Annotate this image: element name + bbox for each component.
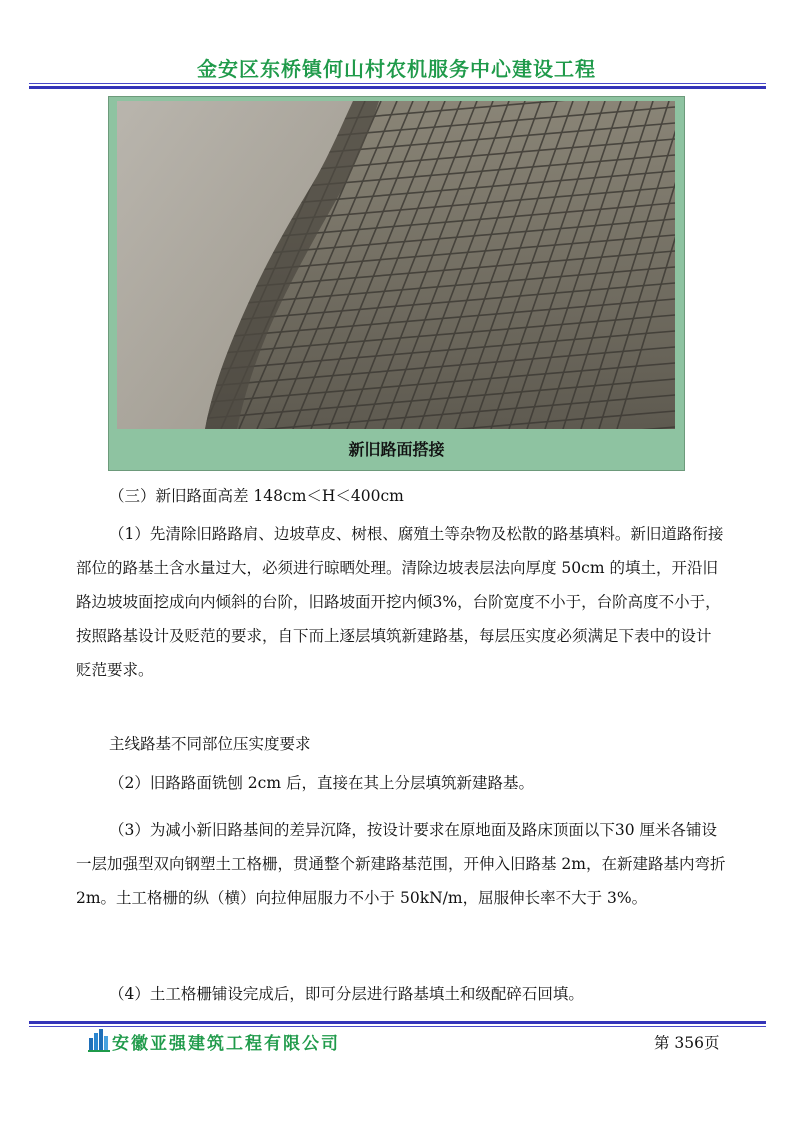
paragraph-step-1: （1）先清除旧路路肩、边坡草皮、树根、腐殖土等杂物及松散的路基填料。新旧道路衔接部位的路基土含水量过大，必须进行晾晒处理。清除边坡表层法向厚度 50cm 的填土，开沿旧路边坡坡面挖成向内倾斜的台阶，旧路坡面开挖内倾3%，台阶宽度不小于，台阶高度不小于，按照路基设计及贬范的要求，自下而上逐层填筑新建路基，每层压实度必须满足下表中的设计贬范要求。 [76,525,724,679]
paragraph-step-4: （4）土工格栅铺设完成后，即可分层进行路基填土和级配碎石回填。 [109,985,584,1003]
company-logo-icon [88,1028,110,1052]
page-number: 第 356页 [654,1034,720,1052]
footer-company-name: 安徽亚强建筑工程有限公司 [112,1034,340,1054]
header-rule [29,83,766,89]
paragraph-step-3: （3）为减小新旧路基间的差异沉降，按设计要求在原地面及路床顶面以下30 厘米各铺设一层加强型双向钢塑土工格栅，贯通整个新建路基范围，开伸入旧路基 2m，在新建路基内弯折 2m。土工格栅的纵（横）向拉伸屈服力不小于 50kN/m，屈服伸长率不大于 3%。 [76,821,726,907]
footer-rule [29,1021,766,1027]
figure-box [108,96,685,471]
section-heading: （三）新旧路面高差 148cm＜H＜400cm [109,487,404,505]
page-header-title: 金安区东桥镇何山村农机服务中心建设工程 [197,57,596,81]
construction-photo [117,101,675,429]
figure-caption: 新旧路面搭接 [348,440,445,459]
paragraph-step-2: （2）旧路路面铣刨 2cm 后，直接在其上分层填筑新建路基。 [109,774,534,792]
table-title-text: 主线路基不同部位压实度要求 [109,735,311,753]
